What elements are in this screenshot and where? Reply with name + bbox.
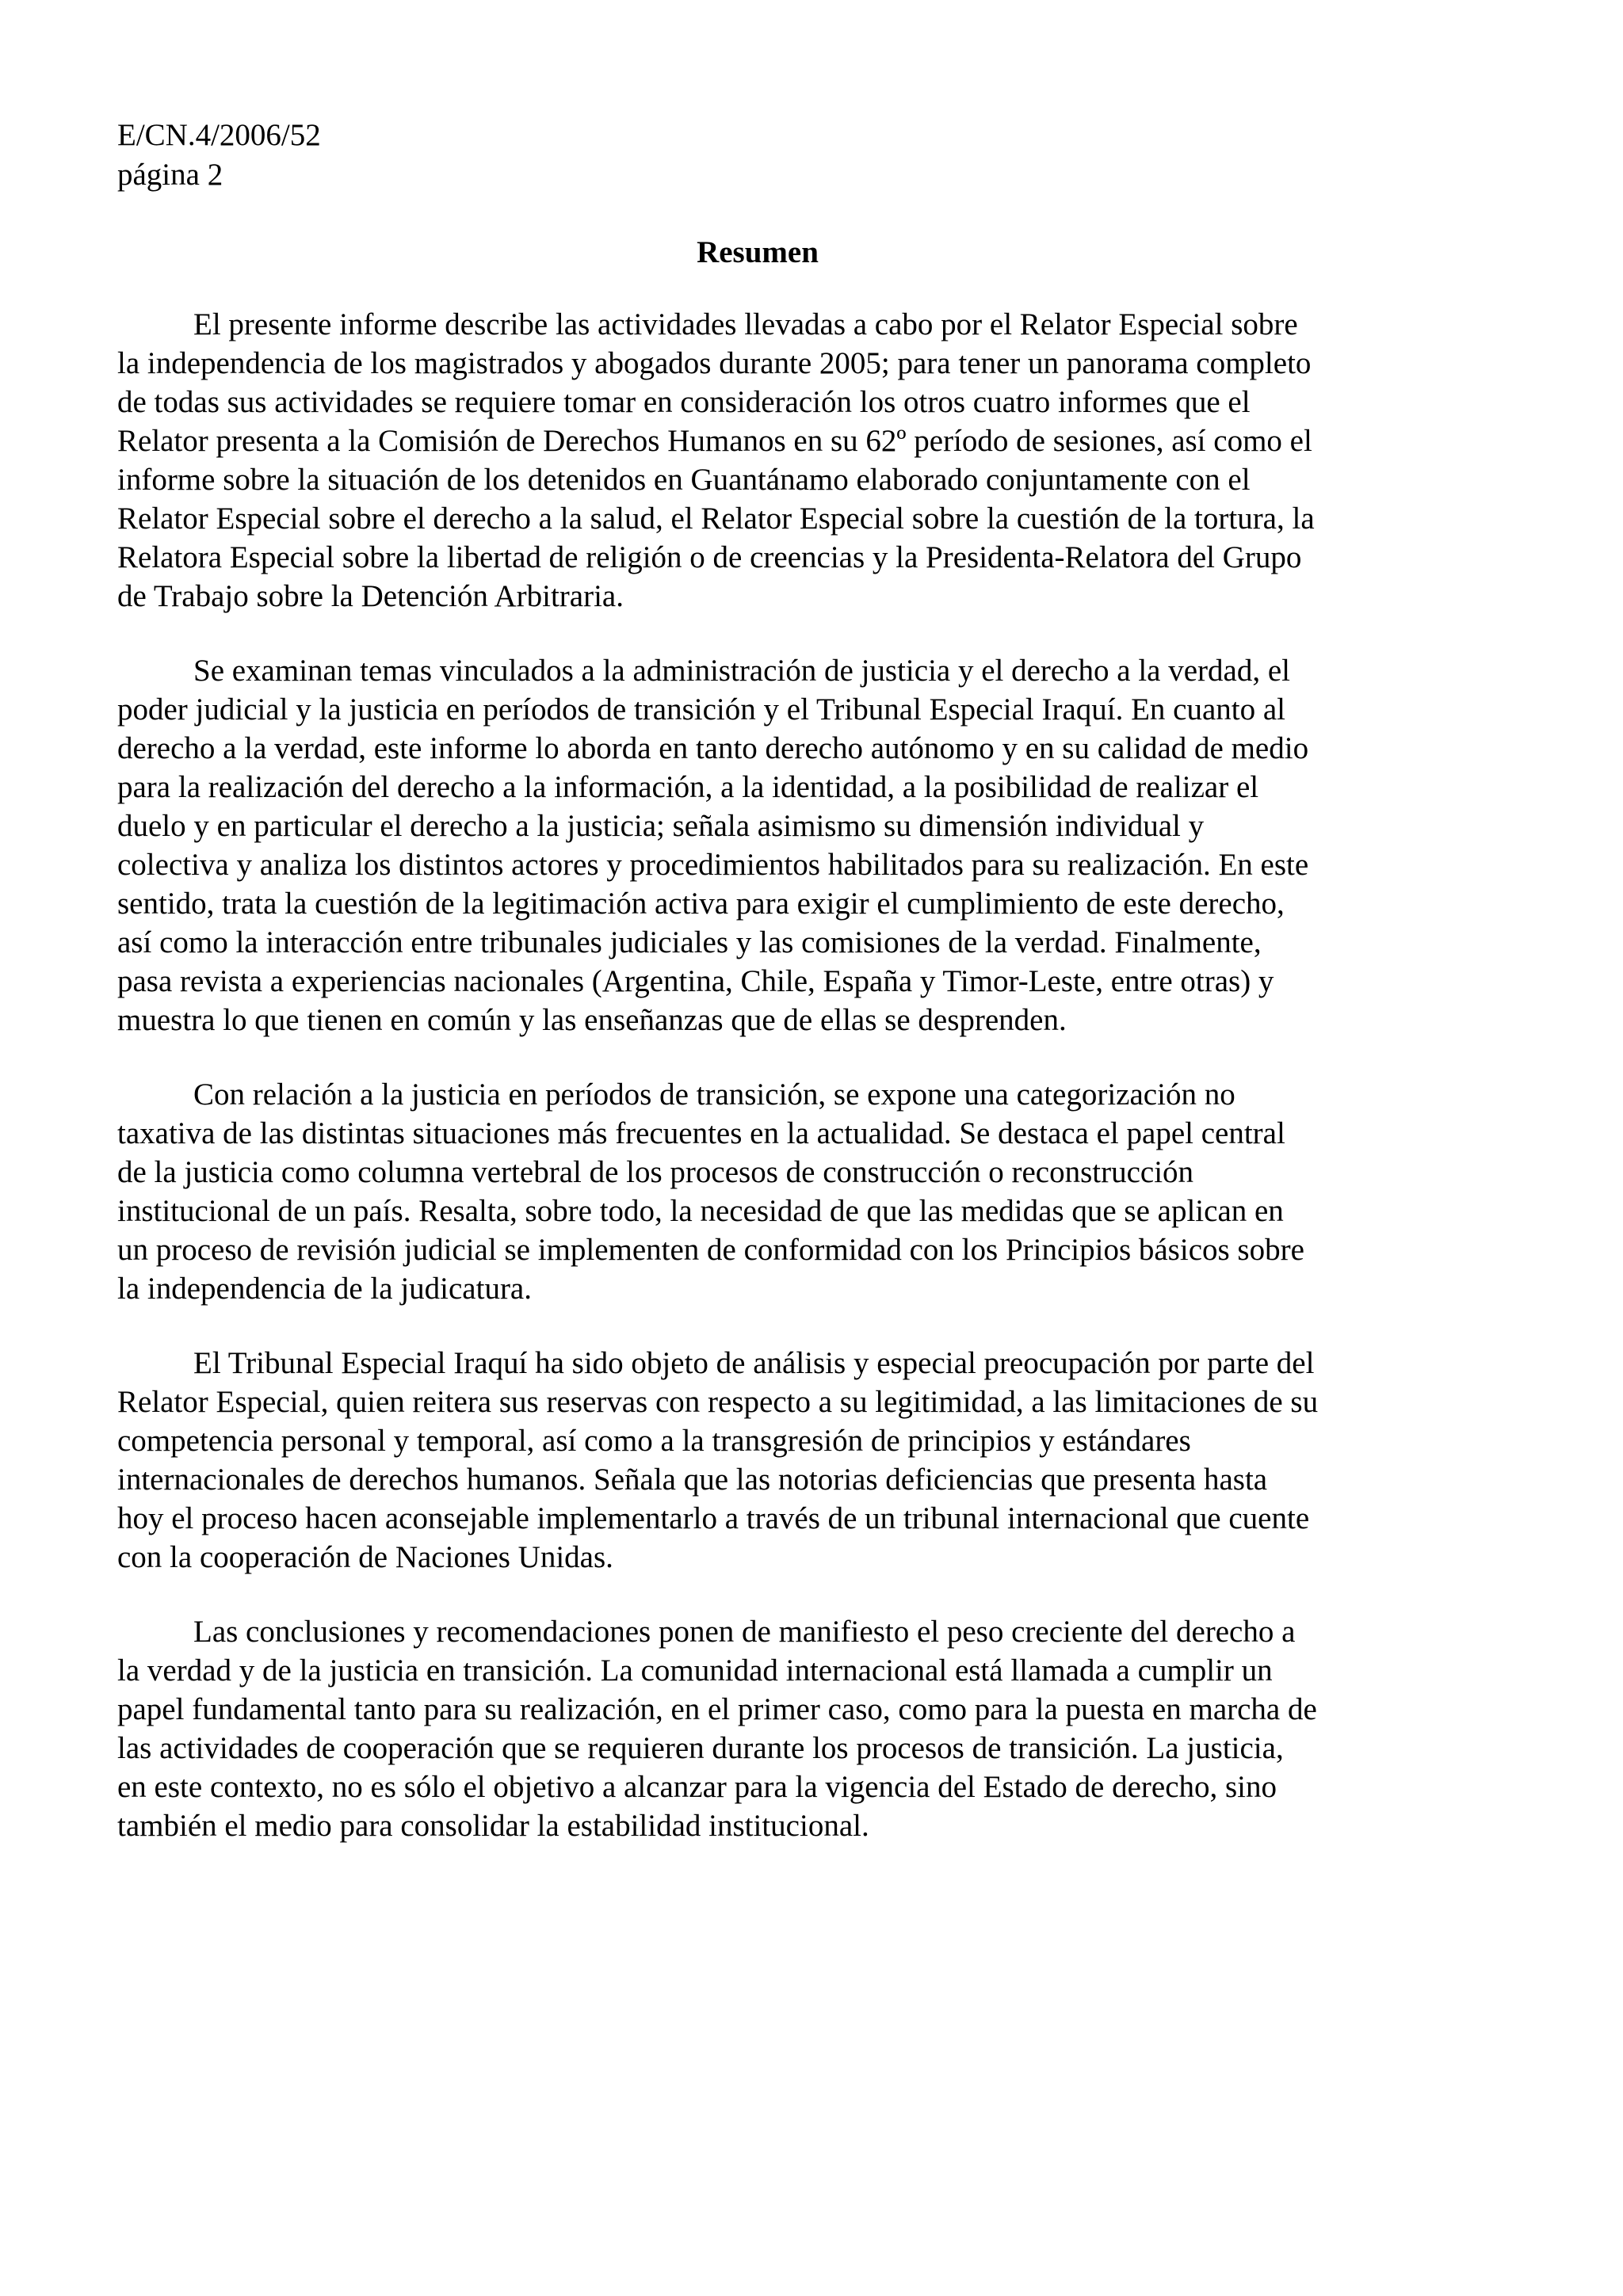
paragraph-2 bbox=[117, 651, 1401, 1039]
paragraph-line: de Trabajo sobre la Detención Arbitraria. bbox=[117, 579, 624, 613]
paragraph-line: con la cooperación de Naciones Unidas. bbox=[117, 1540, 613, 1574]
paragraph-line: Relator Especial, quien reitera sus reservas con respecto a su legitimidad, a las limitaciones de su bbox=[117, 1385, 1319, 1419]
paragraph-3 bbox=[117, 1075, 1401, 1308]
paragraph-line: las actividades de cooperación que se requieren durante los procesos de transición. La justicia, bbox=[117, 1731, 1284, 1765]
paragraph-line: muestra lo que tienen en común y las enseñanzas que de ellas se desprenden. bbox=[117, 1003, 1067, 1037]
paragraph-line: de la justicia como columna vertebral de los procesos de construcción o reconstrucción bbox=[117, 1155, 1194, 1189]
paragraph-line: El Tribunal Especial Iraquí ha sido objeto de análisis y especial preocupación por parte del bbox=[193, 1346, 1315, 1380]
paragraph-line: Relatora Especial sobre la libertad de religión o de creencias y la Presidenta-Relatora del Grupo bbox=[117, 540, 1302, 574]
page-number: página 2 bbox=[117, 158, 223, 192]
paragraph-1 bbox=[117, 305, 1401, 616]
paragraph-line: Las conclusiones y recomendaciones ponen de manifiesto el peso creciente del derecho a bbox=[193, 1615, 1296, 1649]
paragraph-line: taxativa de las distintas situaciones más frecuentes en la actualidad. Se destaca el papel central bbox=[117, 1116, 1285, 1150]
section-title: Resumen bbox=[697, 235, 819, 269]
summary-body bbox=[117, 305, 1401, 1881]
paragraph-line: un proceso de revisión judicial se implementen de conformidad con los Principios básicos sobre bbox=[117, 1233, 1304, 1267]
paragraph-line: colectiva y analiza los distintos actores y procedimientos habilitados para su realización. En este bbox=[117, 848, 1309, 882]
paragraph-line: Se examinan temas vinculados a la administración de justicia y el derecho a la verdad, el bbox=[193, 654, 1290, 688]
paragraph-line: institucional de un país. Resalta, sobre todo, la necesidad de que las medidas que se aplican en bbox=[117, 1194, 1284, 1228]
paragraph-line: Relator presenta a la Comisión de Derechos Humanos en su 62º período de sesiones, así como el bbox=[117, 424, 1312, 458]
paragraph-line: informe sobre la situación de los detenidos en Guantánamo elaborado conjuntamente con el bbox=[117, 463, 1251, 497]
paragraph-line: la independencia de los magistrados y abogados durante 2005; para tener un panorama completo bbox=[117, 346, 1312, 380]
paragraph-line: en este contexto, no es sólo el objetivo a alcanzar para la vigencia del Estado de derecho, sino bbox=[117, 1770, 1277, 1804]
document-header bbox=[117, 116, 321, 195]
paragraph-line: de todas sus actividades se requiere tomar en consideración los otros cuatro informes que el bbox=[117, 385, 1251, 419]
paragraph-line: la independencia de la judicatura. bbox=[117, 1272, 532, 1306]
paragraph-line: pasa revista a experiencias nacionales (Argentina, Chile, España y Timor-Leste, entre otras) y bbox=[117, 964, 1274, 998]
paragraph-line: poder judicial y la justicia en períodos de transición y el Tribunal Especial Iraquí. En cuanto al bbox=[117, 692, 1286, 727]
paragraph-line: así como la interacción entre tribunales judiciales y las comisiones de la verdad. Finalmente, bbox=[117, 925, 1262, 959]
paragraph-4 bbox=[117, 1344, 1401, 1577]
paragraph-line: Con relación a la justicia en períodos de transición, se expone una categorización no bbox=[193, 1077, 1235, 1112]
paragraph-line: duelo y en particular el derecho a la justicia; señala asimismo su dimensión individual y bbox=[117, 809, 1205, 843]
paragraph-line: hoy el proceso hacen aconsejable implementarlo a través de un tribunal internacional que cuente bbox=[117, 1501, 1310, 1535]
paragraph-line: El presente informe describe las actividades llevadas a cabo por el Relator Especial sobre bbox=[193, 307, 1298, 341]
paragraph-line: competencia personal y temporal, así como a la transgresión de principios y estándares bbox=[117, 1424, 1191, 1458]
paragraph-line: papel fundamental tanto para su realización, en el primer caso, como para la puesta en marcha de bbox=[117, 1692, 1317, 1726]
paragraph-line: Relator Especial sobre el derecho a la salud, el Relator Especial sobre la cuestión de la tortura, la bbox=[117, 502, 1315, 536]
paragraph-line: sentido, trata la cuestión de la legitimación activa para exigir el cumplimiento de este derecho, bbox=[117, 887, 1285, 921]
paragraph-line: derecho a la verdad, este informe lo aborda en tanto derecho autónomo y en su calidad de medio bbox=[117, 731, 1309, 765]
paragraph-line: internacionales de derechos humanos. Señala que las notorias deficiencias que presenta hasta bbox=[117, 1463, 1268, 1497]
paragraph-line: también el medio para consolidar la estabilidad institucional. bbox=[117, 1809, 869, 1843]
paragraph-line: la verdad y de la justicia en transición. La comunidad internacional está llamada a cumplir un bbox=[117, 1653, 1273, 1688]
document-symbol: E/CN.4/2006/52 bbox=[117, 118, 321, 152]
paragraph-5 bbox=[117, 1612, 1401, 1845]
paragraph-line: para la realización del derecho a la información, a la identidad, a la posibilidad de realizar el bbox=[117, 770, 1259, 804]
